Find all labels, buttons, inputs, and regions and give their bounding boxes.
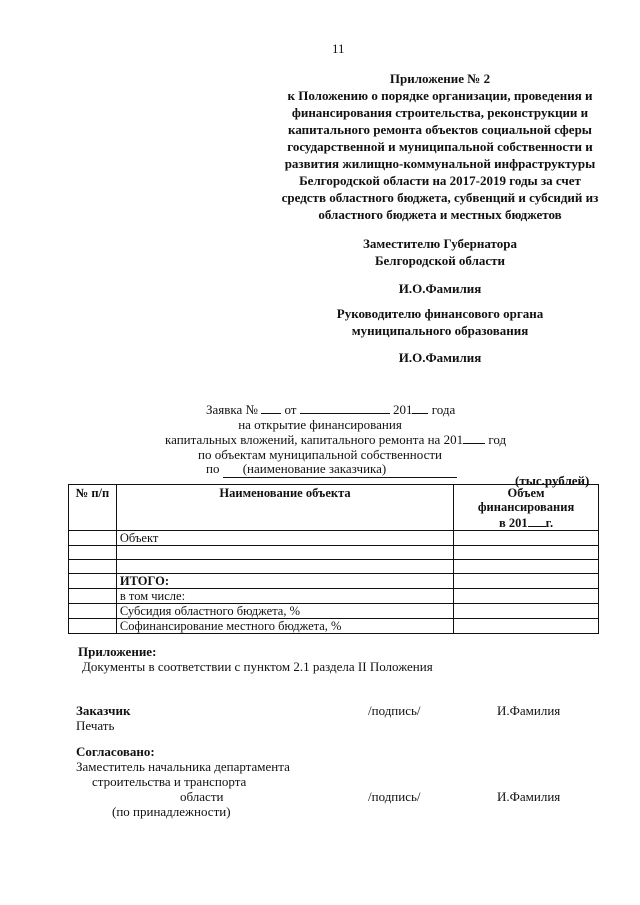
request-line-4: по объектам муниципальной собственности [197, 447, 442, 462]
header-volume-unit: г. [545, 516, 554, 530]
addressee-line: Руководителю финансового органа [336, 306, 544, 321]
header-volume-line: финансирования [477, 500, 575, 514]
request-number-blank [261, 401, 281, 414]
table-row [69, 589, 599, 604]
request-year-word: года [431, 402, 456, 417]
table-cell-subsidy: Субсидия областного бюджета, % [116, 604, 453, 619]
table-header-row [69, 485, 599, 531]
addressee-line: муниципального образования [351, 323, 529, 338]
customer-title: Заказчик [76, 703, 131, 718]
table-cell-cofinancing: Софинансирование местного бюджета, % [116, 619, 453, 634]
addressee-deputy-governor [300, 235, 580, 269]
request-year-blank [412, 401, 428, 414]
table-cell [454, 531, 599, 546]
agreed-position-line: области [180, 789, 224, 804]
table-row [69, 604, 599, 619]
request-year-blank [463, 431, 485, 444]
appendix-line: средств областного бюджета, субвенций и субсидий из [281, 190, 599, 205]
table-cell [454, 574, 599, 589]
table-cell [454, 546, 599, 560]
table-row [69, 531, 599, 546]
appendix-line: Белгородской области на 2017-2019 годы за счет [299, 173, 581, 188]
table-row [69, 546, 599, 560]
header-volume-year: в 201 [499, 516, 528, 530]
header-number [69, 485, 117, 531]
request-text: по [206, 461, 220, 476]
table-cell-including: в том числе: [116, 589, 453, 604]
table-row [69, 560, 599, 574]
customer-name: И.Фамилия [497, 703, 561, 718]
agreed-name: И.Фамилия [497, 789, 561, 804]
addressee-name: И.О.Фамилия [398, 281, 482, 296]
addressee-line: Заместителю Губернатора [363, 236, 517, 251]
addressee-name: И.О.Фамилия [398, 350, 482, 365]
addressee-line: Белгородской области [374, 253, 506, 268]
attachment-text: Документы в соответствии с пунктом 2.1 раздела II Положения [82, 659, 433, 674]
header-year-blank [528, 514, 546, 527]
request-from: от [284, 402, 297, 417]
agreed-position-line: (по принадлежности) [112, 804, 231, 819]
header-volume-line: Объем [507, 486, 545, 500]
table-cell [69, 604, 117, 619]
attachment-title: Приложение: [78, 644, 157, 659]
request-line-2: на открытие финансирования [238, 417, 402, 432]
table-cell [69, 531, 117, 546]
header-number-text: № п/п [75, 486, 110, 500]
request-line-5 [206, 460, 457, 478]
agreed-title: Согласовано: [76, 744, 155, 759]
agreed-position-line: Заместитель начальника департамента [76, 759, 290, 774]
table-row [69, 574, 599, 589]
request-text: капитальных вложений, капитального ремонта на 201 [165, 432, 464, 447]
customer-stamp: Печать [76, 718, 115, 733]
customer-name-hint: (наименование заказчика) [242, 461, 387, 476]
table-cell [69, 546, 117, 560]
table-cell [116, 560, 453, 574]
request-date-blank [300, 401, 390, 414]
appendix-line: развития жилищно-коммунальной инфраструктуры [284, 156, 596, 171]
table-cell [69, 619, 117, 634]
header-volume-line [457, 514, 595, 530]
request-label: Заявка № [206, 402, 258, 417]
appendix-block [250, 70, 630, 223]
table-cell [454, 619, 599, 634]
table-cell-object: Объект [116, 531, 453, 546]
appendix-line: областного бюджета и местных бюджетов [318, 207, 562, 222]
appendix-line: к Положению о порядке организации, проведения и [287, 88, 593, 103]
table-cell [454, 604, 599, 619]
units-label: (тыс.рублей) [515, 473, 590, 488]
appendix-line: государственной и муниципальной собственности и [287, 139, 593, 154]
request-text: год [488, 432, 507, 447]
table-cell [454, 589, 599, 604]
agreed-signature: /подпись/ [368, 789, 421, 804]
table-cell [454, 560, 599, 574]
financing-table [68, 484, 599, 634]
table-row [69, 619, 599, 634]
request-year: 201 [392, 402, 413, 417]
header-volume [454, 485, 599, 531]
appendix-line: финансирования строительства, реконструкции и [291, 105, 589, 120]
table-cell [116, 546, 453, 560]
customer-name-field [223, 460, 457, 478]
table-cell [69, 574, 117, 589]
header-object-name: Наименование объекта [116, 485, 453, 531]
page-number: 11 [332, 41, 345, 56]
addressee-finance-head [300, 305, 580, 339]
appendix-line: капитального ремонта объектов социальной сферы [288, 122, 592, 137]
table-cell [69, 560, 117, 574]
agreed-position-line: строительства и транспорта [92, 774, 247, 789]
appendix-title: Приложение № 2 [389, 71, 491, 86]
table-cell-total: ИТОГО: [116, 574, 453, 589]
customer-signature: /подпись/ [368, 703, 421, 718]
table-cell [69, 589, 117, 604]
